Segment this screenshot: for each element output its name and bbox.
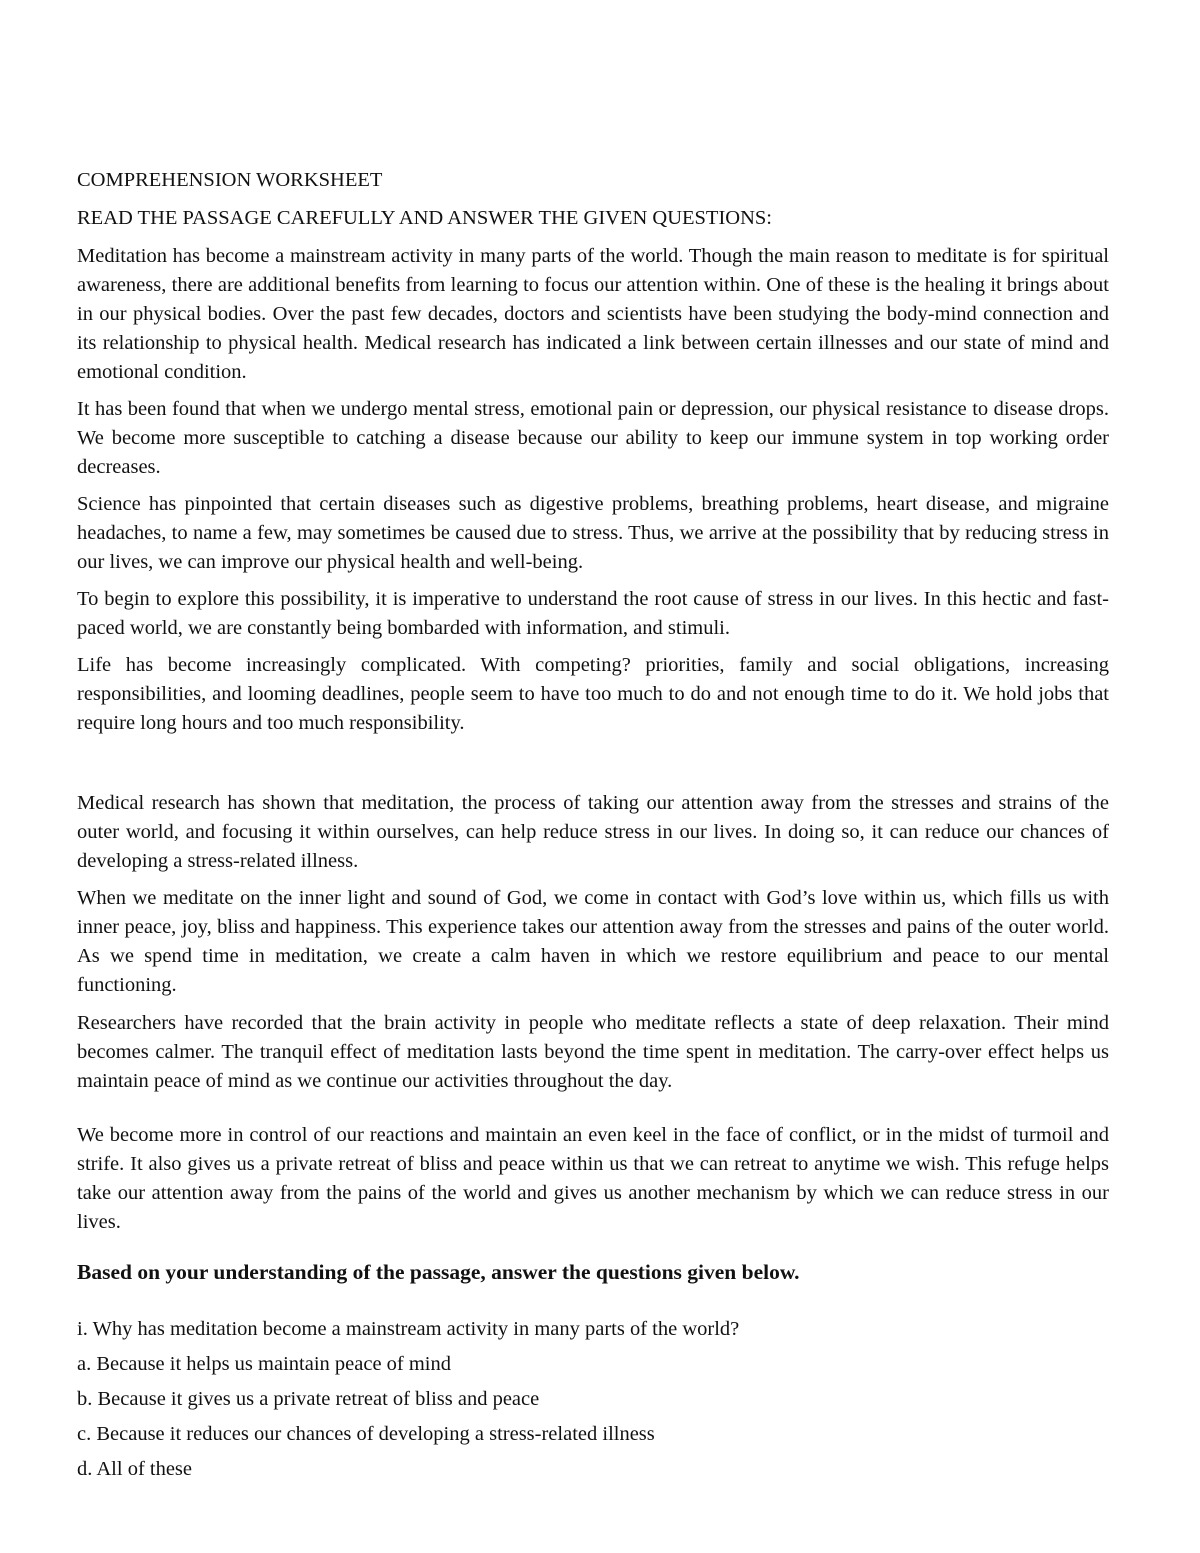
question-1-option-d: d. All of these [77,1458,193,1480]
passage-paragraph-1: Meditation has become a mainstream activity in many parts of the world. Though the main reason to meditate is for spiritual awareness, there are additional benefits from learning to focus our attention within. One of these is the healing it brings about in our physical bodies. Over the past few decades, doctors and scientists have been studying the body-mind connection and its relationship to physical health. Medical research has indicated a link between certain illnesses and our state of mind and emotional condition. [77,245,1109,383]
passage-paragraph-2: It has been found that when we undergo mental stress, emotional pain or depression, our physical resistance to disease drops. We become more susceptible to catching a disease because our ability to keep our immune system in top working order decreases. [77,398,1109,478]
question-1-prompt: i. Why has meditation become a mainstream activity in many parts of the world? [77,1318,740,1340]
passage-paragraph-8: Researchers have recorded that the brain activity in people who meditate reflects a state of deep relaxation. Their mind becomes calmer. The tranquil effect of meditation lasts beyond the time spent in meditation. The carry-over effect helps us maintain peace of mind as we continue our activities throughout the day. [77,1012,1109,1092]
questions-heading: Based on your understanding of the passage, answer the questions given below. [77,1260,800,1284]
passage-paragraph-5: Life has become increasingly complicated. With competing? priorities, family and social obligations, increasing responsibilities, and looming deadlines, people seem to have too much to do and not enough time to do it. We hold jobs that require long hours and too much responsibility. [77,654,1109,734]
worksheet-instruction: READ THE PASSAGE CAREFULLY AND ANSWER THE GIVEN QUESTIONS: [77,207,772,229]
question-1-option-a: a. Because it helps us maintain peace of mind [77,1353,452,1375]
passage-paragraph-4: To begin to explore this possibility, it is imperative to understand the root cause of stress in our lives. In this hectic and fast-paced world, we are constantly being bombarded with information, and stimuli. [77,588,1109,639]
question-1-option-c: c. Because it reduces our chances of developing a stress-related illness [77,1423,655,1445]
passage-paragraph-6: Medical research has shown that meditation, the process of taking our attention away from the stresses and strains of the outer world, and focusing it within ourselves, can help reduce stress in our lives. In doing so, it can reduce our chances of developing a stress-related illness. [77,792,1109,872]
question-1-option-b: b. Because it gives us a private retreat of bliss and peace [77,1388,540,1410]
passage-paragraph-3: Science has pinpointed that certain diseases such as digestive problems, breathing problems, heart disease, and migraine headaches, to name a few, may sometimes be caused due to stress. Thus, we arrive at the possibility that by reducing stress in our lives, we can improve our physical health and well-being. [77,493,1109,573]
passage-paragraph-7: When we meditate on the inner light and sound of God, we come in contact with God’s love within us, which fills us with inner peace, joy, bliss and happiness. This experience takes our attention away from the stresses and pains of the outer world. As we spend time in meditation, we create a calm haven in which we restore equilibrium and peace to our mental functioning. [77,887,1109,996]
worksheet-title: COMPREHENSION WORKSHEET [77,169,383,191]
passage-paragraph-9: We become more in control of our reactions and maintain an even keel in the face of conflict, or in the midst of turmoil and strife. It also gives us a private retreat of bliss and peace within us that we can retreat to anytime we wish. This refuge helps take our attention away from the pains of the world and gives us another mechanism by which we can reduce stress in our lives. [77,1124,1109,1233]
